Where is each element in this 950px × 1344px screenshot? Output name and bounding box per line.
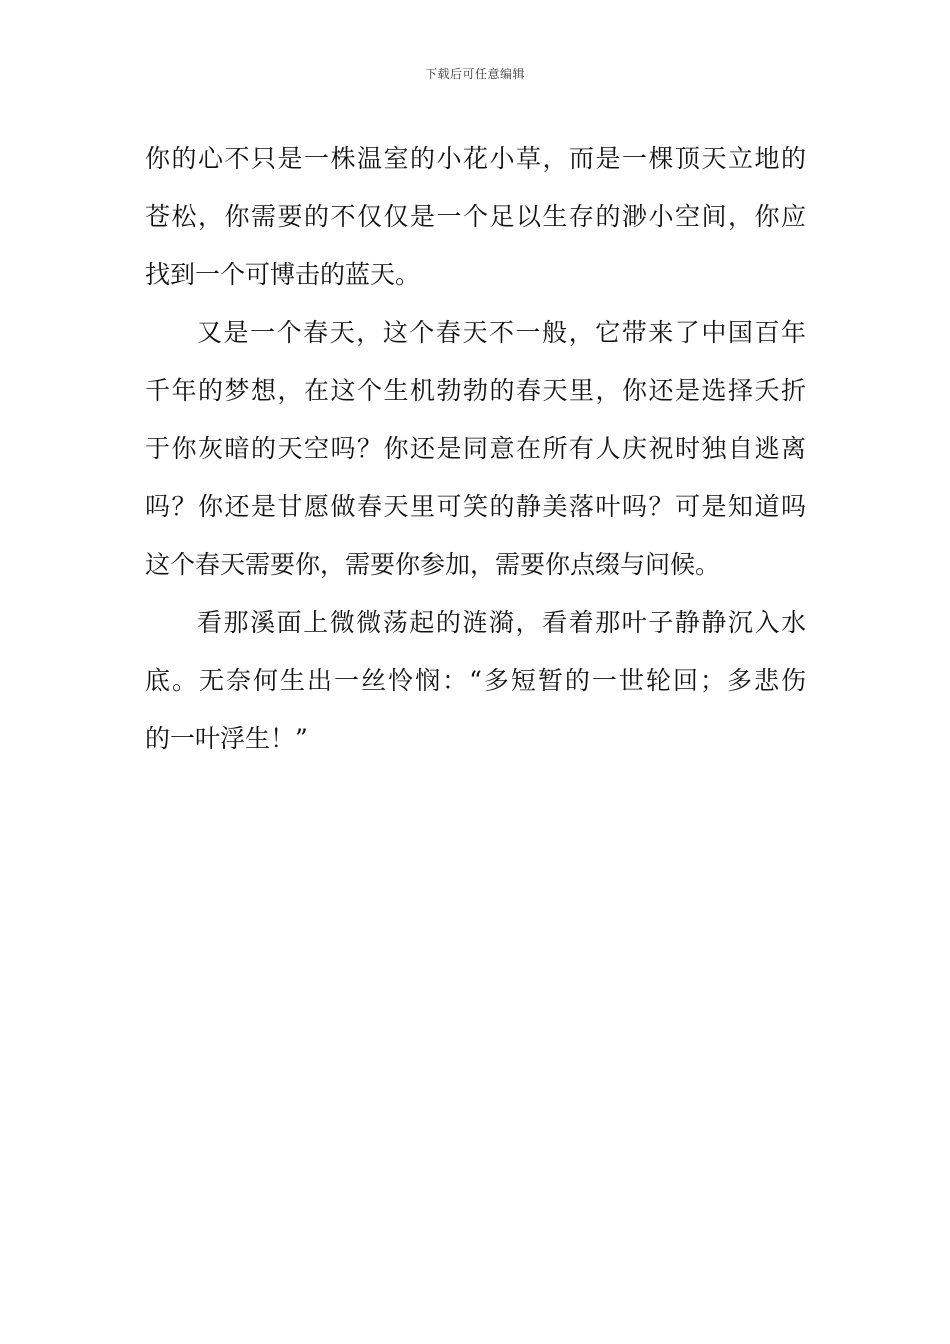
paragraph-3 xyxy=(145,594,806,768)
paragraph-1 xyxy=(145,130,806,304)
page-header-note: 下载后可任意编辑 xyxy=(424,67,525,81)
document-body xyxy=(145,130,806,768)
paragraph-2 xyxy=(145,304,806,594)
paragraph-line: 于你灰暗的天空吗？你还是同意在所有人庆祝时独自逃离 xyxy=(145,434,806,463)
paragraph-line: 找到一个可博击的蓝天。 xyxy=(145,260,421,289)
paragraph-line: 你的心不只是一株温室的小花小草，而是一棵顶天立地的 xyxy=(145,144,806,173)
paragraph-line: 苍松，你需要的不仅仅是一个足以生存的渺小空间，你应 xyxy=(145,202,806,231)
paragraph-line: 千年的梦想，在这个生机勃勃的春天里，你还是选择夭折 xyxy=(145,376,806,405)
paragraph-line: 这个春天需要你，需要你参加，需要你点缀与问候。 xyxy=(145,550,721,579)
paragraph-line: 看那溪面上微微荡起的涟漪，看着那叶子静静沉入水 xyxy=(197,608,806,637)
paragraph-line: 底。无奈何生出一丝怜悯：“多短暂的一世轮回；多悲伤 xyxy=(145,666,806,695)
paragraph-line: 又是一个春天，这个春天不一般，它带来了中国百年 xyxy=(197,318,806,347)
paragraph-line: 吗？你还是甘愿做春天里可笑的静美落叶吗？可是知道吗 xyxy=(145,492,806,521)
paragraph-line: 的一叶浮生！” xyxy=(145,724,308,753)
